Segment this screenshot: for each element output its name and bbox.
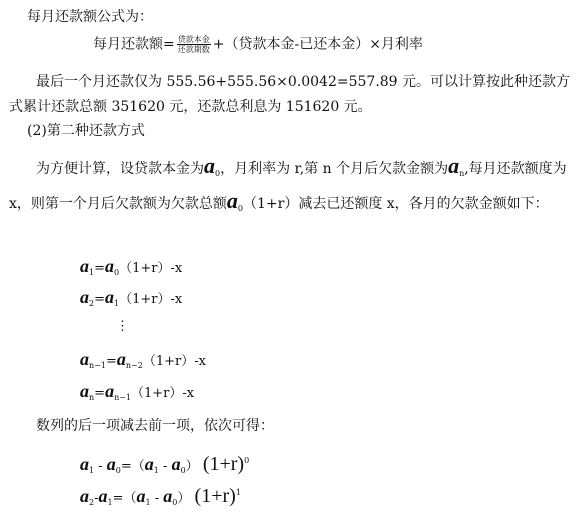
- equation-an-1: $a_{n-1}=a_{n-2}(1+r)-x$: [80, 349, 206, 370]
- paragraph-total-repayment: 最后一个月还款仅为 555.56+555.56×0.0042=557.89 元。可以计算按此种还款方式累计还款总额 351620 元，还款总利息为 151620 元。: [9, 74, 571, 115]
- paragraph-differences: 数列的后一项减去前一项，依次可得：: [36, 418, 274, 434]
- paragraph-method-2: 为方便计算，设贷款本金为$a_0$，月利率为 r,第 n 个月后欠款金额为$a_n$,每月还款额度为 x，则第一个月后欠款额为欠款总额$a_0(1+r)$减去已还额度 x，各月的欠款金额如下：: [9, 153, 567, 213]
- equation-a1: $a_1=a_0(1+r)-x$: [80, 256, 183, 277]
- formula-intro: 每月还款额公式为：: [27, 9, 153, 25]
- section-heading-method-2: (2)第二种还款方式: [27, 123, 145, 139]
- difference-equation-1: $a_1 - a_0=(a_1 - a_0)$ $(1+r)^0$: [80, 453, 250, 475]
- vertical-ellipsis: ⋮: [116, 319, 129, 334]
- monthly-payment-formula: 每月还款额= $\frac{\text{贷款本金}}{\text{还款期数}}$ +（贷款本金-已还本金）×月利率: [93, 35, 423, 54]
- equation-a2: $a_2=a_1(1+r)-x$: [80, 287, 183, 308]
- equation-an: $a_n=a_{n-1}(1+r)-x$: [80, 381, 195, 402]
- fraction: $\frac{\text{贷款本金}}{\text{还款期数}}$: [177, 35, 210, 54]
- difference-equation-2: $a_2-a_1=(a_1 - a_0)$ $(1+r)^1$: [80, 485, 241, 507]
